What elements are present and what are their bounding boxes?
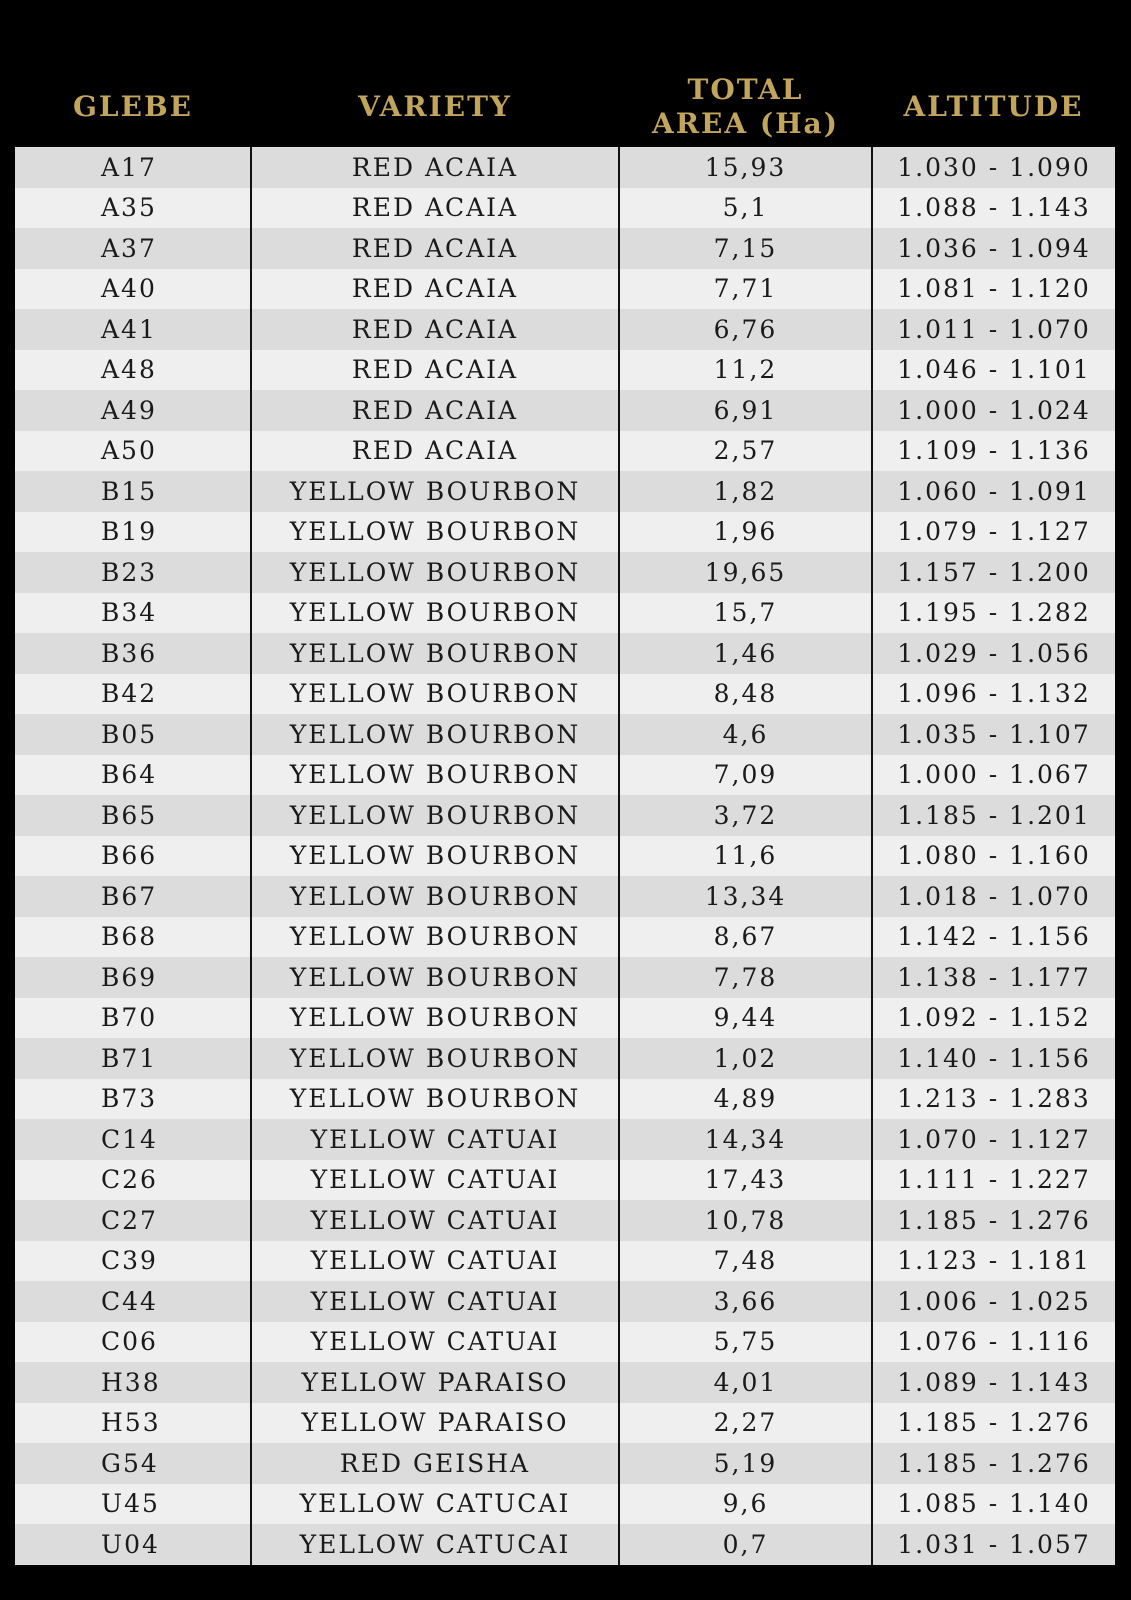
table-row [15,1403,1115,1444]
cell-altitude: 1.085 - 1.140 [872,1484,1115,1525]
cell-altitude: 1.195 - 1.282 [872,593,1115,634]
cell-variety: YELLOW CATUAI [251,1119,619,1160]
cell-altitude: 1.111 - 1.227 [872,1160,1115,1201]
header-row [15,67,1115,147]
cell-total-area: 7,71 [619,269,872,310]
table-row [15,147,1115,188]
cell-total-area: 3,72 [619,795,872,836]
cell-variety: RED ACAIA [251,147,619,188]
cell-altitude: 1.123 - 1.181 [872,1241,1115,1282]
cell-total-area: 2,57 [619,431,872,472]
table-row [15,269,1115,310]
cell-variety: RED ACAIA [251,188,619,229]
cell-variety: YELLOW BOURBON [251,917,619,958]
table-row [15,1119,1115,1160]
cell-total-area: 8,67 [619,917,872,958]
cell-altitude: 1.096 - 1.132 [872,674,1115,715]
cell-total-area: 15,93 [619,147,872,188]
cell-glebe: U04 [15,1524,251,1565]
cell-total-area: 7,15 [619,228,872,269]
cell-glebe: C44 [15,1281,251,1322]
cell-variety: RED ACAIA [251,228,619,269]
cell-glebe: C27 [15,1200,251,1241]
cell-glebe: B66 [15,836,251,877]
table-body [15,147,1115,1565]
cell-total-area: 8,48 [619,674,872,715]
cell-total-area: 13,34 [619,876,872,917]
cell-total-area: 19,65 [619,552,872,593]
cell-variety: YELLOW BOURBON [251,836,619,877]
cell-variety: YELLOW BOURBON [251,1038,619,1079]
table-row [15,1079,1115,1120]
cell-variety: YELLOW BOURBON [251,755,619,796]
cell-altitude: 1.109 - 1.136 [872,431,1115,472]
cell-variety: YELLOW PARAISO [251,1362,619,1403]
cell-variety: YELLOW BOURBON [251,633,619,674]
header-glebe-label: GLEBE [73,90,193,123]
cell-total-area: 1,02 [619,1038,872,1079]
table-row [15,188,1115,229]
cell-altitude: 1.185 - 1.276 [872,1443,1115,1484]
cell-altitude: 1.036 - 1.094 [872,228,1115,269]
cell-altitude: 1.029 - 1.056 [872,633,1115,674]
header-glebe [15,67,251,147]
header-altitude [872,67,1115,147]
cell-glebe: C39 [15,1241,251,1282]
cell-glebe: B68 [15,917,251,958]
cell-variety: YELLOW BOURBON [251,795,619,836]
header-total-area [619,67,872,147]
cell-total-area: 5,1 [619,188,872,229]
cell-total-area: 17,43 [619,1160,872,1201]
cell-variety: RED GEISHA [251,1443,619,1484]
cell-altitude: 1.011 - 1.070 [872,309,1115,350]
cell-total-area: 5,19 [619,1443,872,1484]
table-row [15,593,1115,634]
table-row [15,1241,1115,1282]
cell-glebe: B42 [15,674,251,715]
cell-variety: RED ACAIA [251,431,619,472]
cell-total-area: 14,34 [619,1119,872,1160]
cell-altitude: 1.138 - 1.177 [872,957,1115,998]
cell-altitude: 1.185 - 1.276 [872,1403,1115,1444]
table-row [15,917,1115,958]
glebe-table-container [15,67,1115,1565]
cell-total-area: 15,7 [619,593,872,634]
cell-total-area: 4,01 [619,1362,872,1403]
cell-altitude: 1.030 - 1.090 [872,147,1115,188]
cell-total-area: 7,78 [619,957,872,998]
cell-total-area: 3,66 [619,1281,872,1322]
cell-variety: YELLOW CATUAI [251,1200,619,1241]
cell-glebe: A48 [15,350,251,391]
cell-altitude: 1.092 - 1.152 [872,998,1115,1039]
cell-glebe: A41 [15,309,251,350]
cell-glebe: B69 [15,957,251,998]
table-row [15,1524,1115,1565]
cell-glebe: A40 [15,269,251,310]
table-row [15,350,1115,391]
cell-altitude: 1.070 - 1.127 [872,1119,1115,1160]
cell-variety: YELLOW BOURBON [251,674,619,715]
cell-altitude: 1.140 - 1.156 [872,1038,1115,1079]
cell-glebe: B15 [15,471,251,512]
cell-variety: YELLOW BOURBON [251,1079,619,1120]
cell-variety: YELLOW BOURBON [251,471,619,512]
table-row [15,1443,1115,1484]
cell-total-area: 11,6 [619,836,872,877]
cell-altitude: 1.089 - 1.143 [872,1362,1115,1403]
table-row [15,795,1115,836]
cell-glebe: B73 [15,1079,251,1120]
cell-glebe: B23 [15,552,251,593]
cell-altitude: 1.006 - 1.025 [872,1281,1115,1322]
table-row [15,552,1115,593]
table-row [15,876,1115,917]
cell-variety: RED ACAIA [251,269,619,310]
cell-glebe: A17 [15,147,251,188]
cell-variety: YELLOW CATUAI [251,1160,619,1201]
cell-glebe: B34 [15,593,251,634]
cell-total-area: 9,44 [619,998,872,1039]
table-row [15,633,1115,674]
cell-glebe: U45 [15,1484,251,1525]
table-row [15,674,1115,715]
cell-altitude: 1.000 - 1.067 [872,755,1115,796]
cell-total-area: 7,09 [619,755,872,796]
cell-altitude: 1.088 - 1.143 [872,188,1115,229]
cell-glebe: B71 [15,1038,251,1079]
cell-variety: YELLOW CATUAI [251,1322,619,1363]
cell-altitude: 1.060 - 1.091 [872,471,1115,512]
cell-total-area: 4,89 [619,1079,872,1120]
table-header [15,67,1115,147]
cell-altitude: 1.031 - 1.057 [872,1524,1115,1565]
cell-altitude: 1.185 - 1.201 [872,795,1115,836]
cell-glebe: C06 [15,1322,251,1363]
table-row [15,512,1115,553]
header-variety-label: VARIETY [358,90,512,123]
cell-variety: YELLOW BOURBON [251,876,619,917]
cell-total-area: 1,46 [619,633,872,674]
cell-altitude: 1.081 - 1.120 [872,269,1115,310]
cell-total-area: 10,78 [619,1200,872,1241]
cell-glebe: B70 [15,998,251,1039]
cell-altitude: 1.046 - 1.101 [872,350,1115,391]
cell-glebe: A35 [15,188,251,229]
cell-variety: YELLOW CATUAI [251,1241,619,1282]
cell-altitude: 1.142 - 1.156 [872,917,1115,958]
table-row [15,836,1115,877]
cell-variety: RED ACAIA [251,309,619,350]
cell-variety: YELLOW CATUCAI [251,1524,619,1565]
table-row [15,1200,1115,1241]
cell-altitude: 1.035 - 1.107 [872,714,1115,755]
cell-total-area: 6,76 [619,309,872,350]
cell-glebe: B05 [15,714,251,755]
cell-glebe: A50 [15,431,251,472]
cell-variety: YELLOW CATUCAI [251,1484,619,1525]
header-total-area-line2: AREA (Ha) [652,107,839,140]
cell-total-area: 7,48 [619,1241,872,1282]
table-row [15,998,1115,1039]
table-row [15,390,1115,431]
cell-variety: RED ACAIA [251,350,619,391]
cell-total-area: 4,6 [619,714,872,755]
cell-glebe: B64 [15,755,251,796]
cell-altitude: 1.213 - 1.283 [872,1079,1115,1120]
cell-variety: YELLOW BOURBON [251,714,619,755]
cell-variety: YELLOW BOURBON [251,512,619,553]
table-row [15,1322,1115,1363]
table-row [15,755,1115,796]
cell-variety: YELLOW BOURBON [251,957,619,998]
table-row [15,957,1115,998]
cell-altitude: 1.079 - 1.127 [872,512,1115,553]
table-row [15,1362,1115,1403]
cell-altitude: 1.157 - 1.200 [872,552,1115,593]
cell-glebe: H53 [15,1403,251,1444]
cell-glebe: C26 [15,1160,251,1201]
cell-altitude: 1.018 - 1.070 [872,876,1115,917]
cell-total-area: 5,75 [619,1322,872,1363]
cell-altitude: 1.185 - 1.276 [872,1200,1115,1241]
header-total-area-line1: TOTAL [687,73,804,106]
table-row [15,714,1115,755]
cell-variety: YELLOW BOURBON [251,998,619,1039]
cell-glebe: A49 [15,390,251,431]
cell-variety: YELLOW BOURBON [251,593,619,634]
table-row [15,1281,1115,1322]
table-row [15,1484,1115,1525]
cell-glebe: B19 [15,512,251,553]
table-row [15,1160,1115,1201]
cell-altitude: 1.076 - 1.116 [872,1322,1115,1363]
header-altitude-label: ALTITUDE [903,90,1084,123]
header-variety [251,67,619,147]
cell-total-area: 6,91 [619,390,872,431]
table-row [15,228,1115,269]
table-row [15,1038,1115,1079]
cell-glebe: B65 [15,795,251,836]
cell-glebe: B67 [15,876,251,917]
cell-total-area: 1,82 [619,471,872,512]
cell-variety: YELLOW CATUAI [251,1281,619,1322]
cell-total-area: 1,96 [619,512,872,553]
table-row [15,471,1115,512]
glebe-table [15,67,1115,1565]
cell-glebe: B36 [15,633,251,674]
cell-total-area: 0,7 [619,1524,872,1565]
table-row [15,431,1115,472]
cell-glebe: H38 [15,1362,251,1403]
cell-glebe: C14 [15,1119,251,1160]
table-row [15,309,1115,350]
cell-glebe: G54 [15,1443,251,1484]
cell-variety: YELLOW PARAISO [251,1403,619,1444]
cell-altitude: 1.080 - 1.160 [872,836,1115,877]
cell-variety: RED ACAIA [251,390,619,431]
cell-glebe: A37 [15,228,251,269]
cell-total-area: 2,27 [619,1403,872,1444]
cell-total-area: 11,2 [619,350,872,391]
cell-variety: YELLOW BOURBON [251,552,619,593]
cell-altitude: 1.000 - 1.024 [872,390,1115,431]
cell-total-area: 9,6 [619,1484,872,1525]
